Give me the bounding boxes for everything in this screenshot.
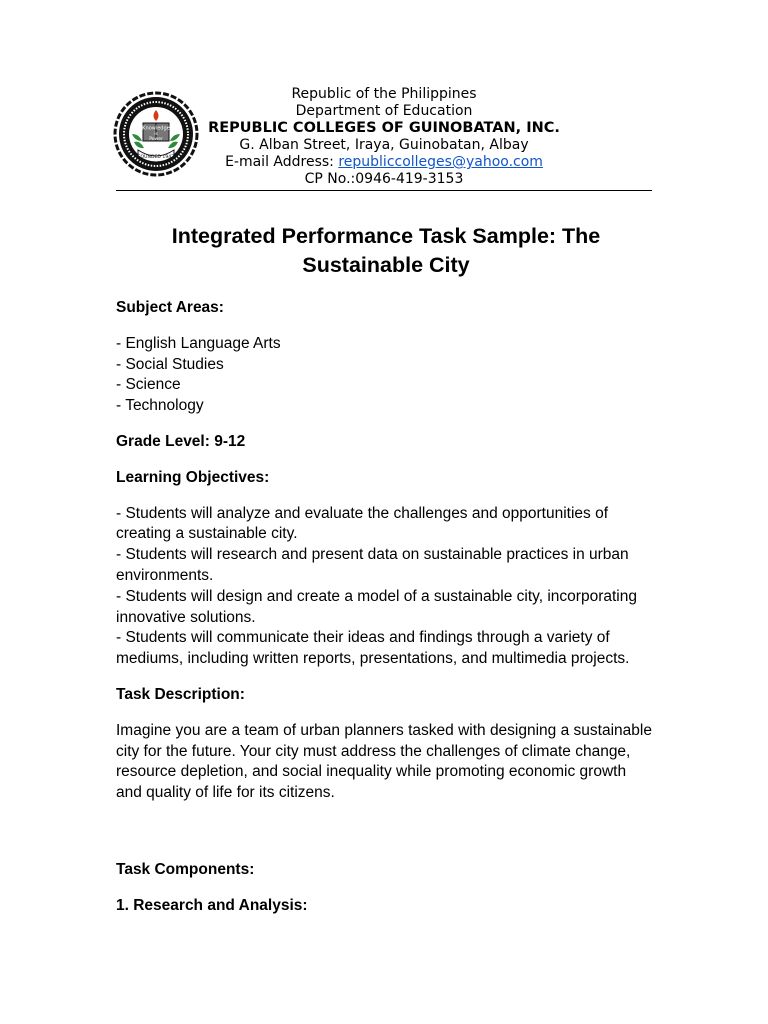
research-analysis-heading: 1. Research and Analysis: xyxy=(116,896,308,914)
learning-objectives-heading: Learning Objectives: xyxy=(116,468,270,486)
blank-space xyxy=(116,819,656,860)
list-item: - Science xyxy=(116,376,181,394)
address-line: G. Alban Street, Iraya, Guinobatan, Albay xyxy=(239,137,529,153)
logo-motto-top: Knowledge xyxy=(142,125,170,132)
document-body xyxy=(116,222,656,932)
list-item: - Students will research and present data on sustainable practices in urban environments. xyxy=(116,546,629,584)
logo-motto-bottom: Power xyxy=(149,137,163,142)
list-item: - Students will design and create a model of a sustainable city, incorporating innovative solutions. xyxy=(116,587,637,626)
email-line xyxy=(116,154,652,171)
phone-line: CP No.:0946-419-3153 xyxy=(304,171,464,187)
list-item: - English Language Arts xyxy=(116,334,281,352)
logo-motto-mid: is xyxy=(154,132,158,137)
list-item: - Technology xyxy=(116,397,204,415)
email-link[interactable]: republiccolleges@yahoo.com xyxy=(338,154,543,170)
email-label: E-mail Address: xyxy=(225,154,339,170)
logo-founded-text: FOUNDED 1947 xyxy=(137,155,175,160)
task-description-text: Imagine you are a team of urban planners tasked with designing a sustainable city for the future. Your city must address the challenges of climate change, resource depletion, and social inequality while promoting economic growth and quality of life for its citizens. xyxy=(116,721,652,802)
school-name: REPUBLIC COLLEGES OF GUINOBATAN, INC. xyxy=(208,120,560,136)
letterhead xyxy=(116,86,652,192)
header-divider xyxy=(116,190,652,191)
subject-areas-list xyxy=(116,334,656,417)
learning-objectives-list xyxy=(116,504,656,670)
list-item: - Social Studies xyxy=(116,355,224,373)
task-description-heading: Task Description: xyxy=(116,685,245,703)
task-components-heading: Task Components: xyxy=(116,860,255,878)
list-item: - Students will analyze and evaluate the challenges and opportunities of creating a sustainable city. xyxy=(116,504,609,543)
republic-line: Republic of the Philippines xyxy=(291,86,477,102)
letterhead-text xyxy=(116,86,652,188)
list-item: - Students will communicate their ideas and findings through a variety of mediums, including written reports, presentations, and multimedia projects. xyxy=(116,629,630,668)
document-title: Integrated Performance Task Sample: The Sustainable City xyxy=(171,224,601,277)
subject-areas-heading: Subject Areas: xyxy=(116,299,224,316)
department-line: Department of Education xyxy=(295,103,473,119)
grade-level: Grade Level: 9-12 xyxy=(116,432,246,450)
